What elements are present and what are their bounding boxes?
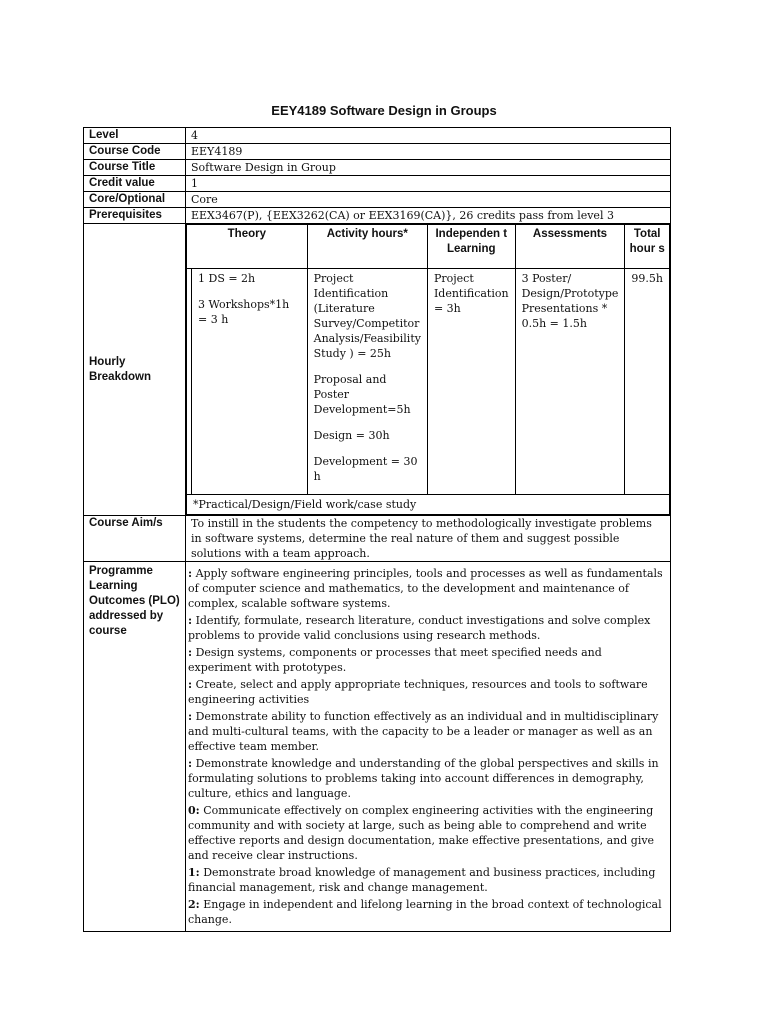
cell-assessments: 3 Poster/ Design/Prototype Presentations * 0.5h = 1.5h xyxy=(515,269,625,495)
activity-line-2: Proposal and Poster Development=5h xyxy=(313,373,411,416)
label-plo: Programme Learning Outcomes (PLO) addressed by course xyxy=(84,562,186,932)
plo-item: : Create, select and apply appropriate techniques, resources and tools to software engineering activities xyxy=(188,678,648,706)
plo-item: 1: Demonstrate broad knowledge of management and business practices, including financial management, risk and change management. xyxy=(188,866,656,894)
cell-total: 99.5h xyxy=(625,269,670,495)
row-level xyxy=(84,128,671,144)
activity-line-1: Project Identification (Literature Survey/Competitor Analysis/Feasibility Study ) = 25h xyxy=(313,272,421,360)
header-assessments: Assessments xyxy=(515,225,625,269)
value-course-code: EEY4189 xyxy=(186,144,671,160)
hourly-header-row xyxy=(187,225,670,269)
value-level: 4 xyxy=(186,128,671,144)
value-course-title: Software Design in Group xyxy=(186,160,671,176)
hourly-footnote-row xyxy=(187,495,670,515)
label-aim: Course Aim/s xyxy=(84,516,186,562)
label-level: Level xyxy=(84,128,186,144)
value-aim: To instill in the students the competency to methodologically investigate problems in software systems, determine the real nature of them and suggest possible solutions with a team approach. xyxy=(186,516,671,562)
label-course-code: Course Code xyxy=(84,144,186,160)
hourly-footnote: *Practical/Design/Field work/case study xyxy=(187,495,670,515)
cell-theory xyxy=(192,269,308,495)
row-credit xyxy=(84,176,671,192)
course-table xyxy=(83,127,671,932)
cell-activity xyxy=(307,269,427,495)
activity-line-3: Design = 30h xyxy=(313,429,390,442)
value-core: Core xyxy=(186,192,671,208)
value-prereq: EEX3467(P), {EEX3262(CA) or EEX3169(CA)}, 26 credits pass from level 3 xyxy=(186,208,671,224)
plo-item: 2: Engage in independent and lifelong learning in the broad context of technological change. xyxy=(188,898,662,926)
header-independent: Independen t Learning xyxy=(427,225,515,269)
plo-item: : Demonstrate knowledge and understanding of the global perspectives and skills in formulating solutions to problems taking into account differences in demography, culture, ethics and language. xyxy=(188,757,659,800)
hourly-data-row xyxy=(187,269,670,495)
hourly-table xyxy=(186,224,670,515)
row-core xyxy=(84,192,671,208)
value-plo xyxy=(186,562,671,932)
activity-line-4: Development = 30 h xyxy=(313,455,418,483)
header-total: Total hour s xyxy=(625,225,670,269)
theory-line-2: 3 Workshops*1h = 3 h xyxy=(198,298,290,326)
plo-item: : Demonstrate ability to function effectively as an individual and in multidisciplinary and multi-cultural teams, with the capacity to be a leader or manager as well as an effective team member. xyxy=(188,710,659,753)
plo-item: 0: Communicate effectively on complex engineering activities with the engineering community and with society at large, such as being able to comprehend and write effective reports and design documentation, make effective presentations, and give and receive clear instructions. xyxy=(188,804,655,862)
label-credit: Credit value xyxy=(84,176,186,192)
row-prereq xyxy=(84,208,671,224)
theory-line-1: 1 DS = 2h xyxy=(198,272,256,285)
document-title: EEY4189 Software Design in Groups xyxy=(271,103,497,118)
label-course-title: Course Title xyxy=(84,160,186,176)
row-course-code xyxy=(84,144,671,160)
header-activity: Activity hours* xyxy=(307,225,427,269)
label-core: Core/Optional xyxy=(84,192,186,208)
label-prereq: Prerequisites xyxy=(84,208,186,224)
value-credit: 1 xyxy=(186,176,671,192)
row-aim xyxy=(84,516,671,562)
plo-item: : Identify, formulate, research literature, conduct investigations and solve complex problems to provide valid conclusions using research methods. xyxy=(188,614,651,642)
plo-item: : Apply software engineering principles, tools and processes as well as fundamentals of computer science and mathematics, to the development and maintenance of complex, scalable software systems. xyxy=(188,567,663,610)
row-hourly xyxy=(84,224,671,516)
plo-item: : Design systems, components or processes that meet specified needs and experiment with prototypes. xyxy=(188,646,602,674)
cell-independent: Project Identification = 3h xyxy=(427,269,515,495)
row-course-title xyxy=(84,160,671,176)
header-theory: Theory xyxy=(187,225,308,269)
label-hourly: Hourly Breakdown xyxy=(84,224,186,516)
row-plo xyxy=(84,562,671,932)
